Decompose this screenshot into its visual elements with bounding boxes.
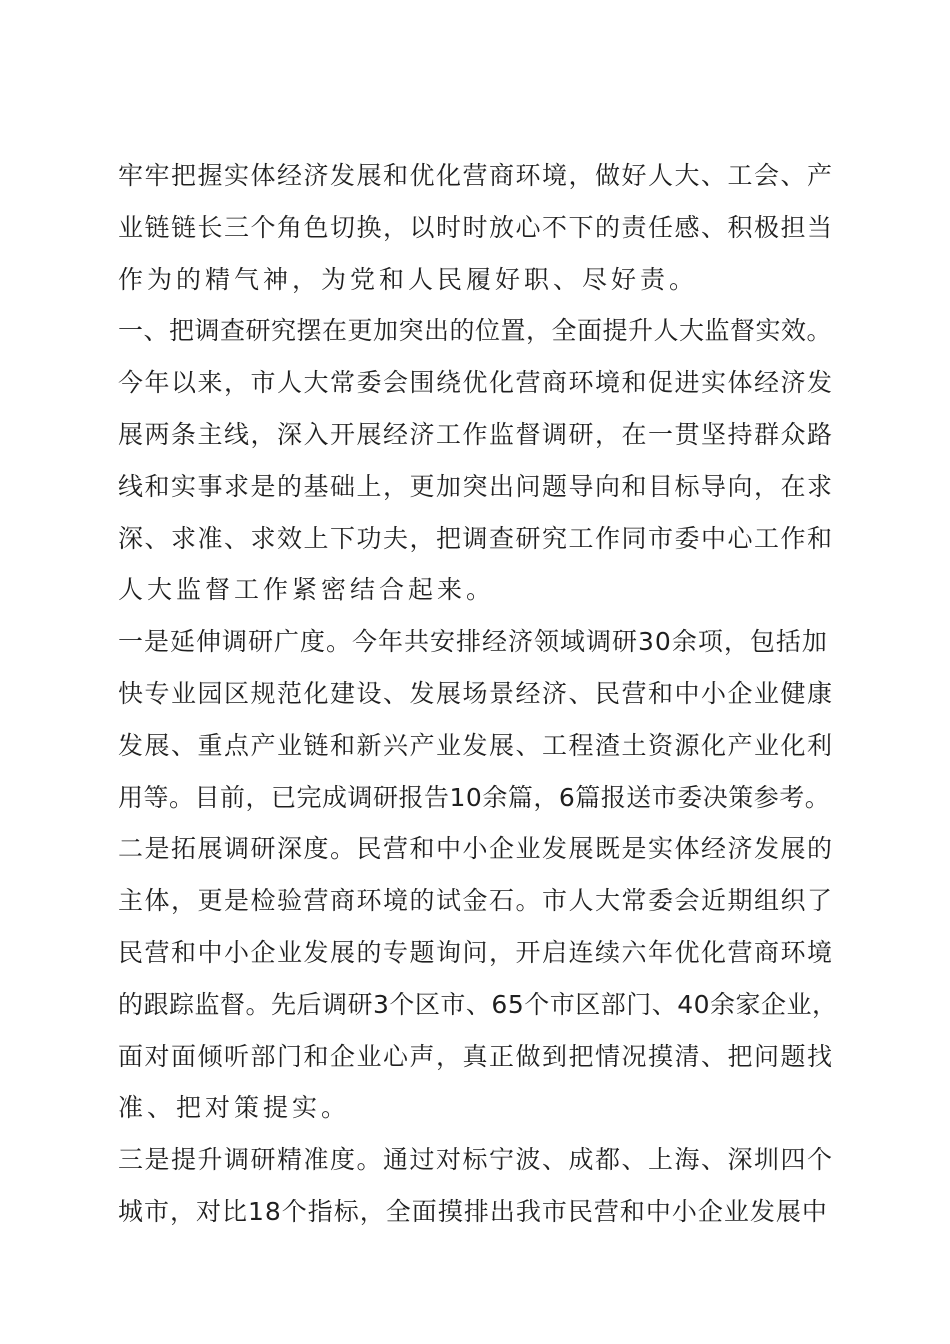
text-line: 的跟踪监督。先后调研3个区市、65个市区部门、40余家企业， <box>118 989 838 1019</box>
text-line: 城市，对比18个指标，全面摸排出我市民营和中小企业发展中 <box>118 1196 828 1226</box>
text-line: 作为的精气神，为党和人民履好职、尽好责。 <box>118 264 699 294</box>
text-line: 主体，更是检验营商环境的试金石。市人大常委会近期组织了 <box>118 886 834 916</box>
text-line: 线和实事求是的基础上，更加突出问题导向和目标导向，在求 <box>118 471 834 501</box>
text-line: 人大监督工作紧密结合起来。 <box>118 575 496 605</box>
text-line: 准、把对策提实。 <box>118 1093 351 1123</box>
text-line: 一是延伸调研广度。今年共安排经济领域调研30余项，包括加 <box>118 627 828 657</box>
text-line: 民营和中小企业发展的专题询问，开启连续六年优化营商环境 <box>118 937 834 967</box>
text-line: 业链链长三个角色切换，以时时放心不下的责任感、积极担当 <box>118 212 834 242</box>
text-line: 用等。目前，已完成调研报告10余篇，6篇报送市委决策参考。 <box>118 782 831 812</box>
text-line: 快专业园区规范化建设、发展场景经济、民营和中小企业健康 <box>118 678 834 708</box>
text-line: 三是提升调研精准度。通过对标宁波、成都、上海、深圳四个 <box>118 1145 834 1175</box>
document-body <box>118 150 838 1238</box>
text-line: 深、求准、求效上下功夫，把调查研究工作同市委中心工作和 <box>118 523 834 553</box>
section-heading: 一、把调查研究摆在更加突出的位置，全面提升人大监督实效。 <box>118 316 833 346</box>
text-line: 发展、重点产业链和新兴产业发展、工程渣土资源化产业化利 <box>118 730 834 760</box>
text-line: 展两条主线，深入开展经济工作监督调研，在一贯坚持群众路 <box>118 419 834 449</box>
text-line: 二是拓展调研深度。民营和中小企业发展既是实体经济发展的 <box>118 834 834 864</box>
text-line: 今年以来，市人大常委会围绕优化营商环境和促进实体经济发 <box>118 368 834 398</box>
text-line: 面对面倾听部门和企业心声，真正做到把情况摸清、把问题找 <box>118 1041 834 1071</box>
text-line: 牢牢把握实体经济发展和优化营商环境，做好人大、工会、产 <box>118 161 834 190</box>
